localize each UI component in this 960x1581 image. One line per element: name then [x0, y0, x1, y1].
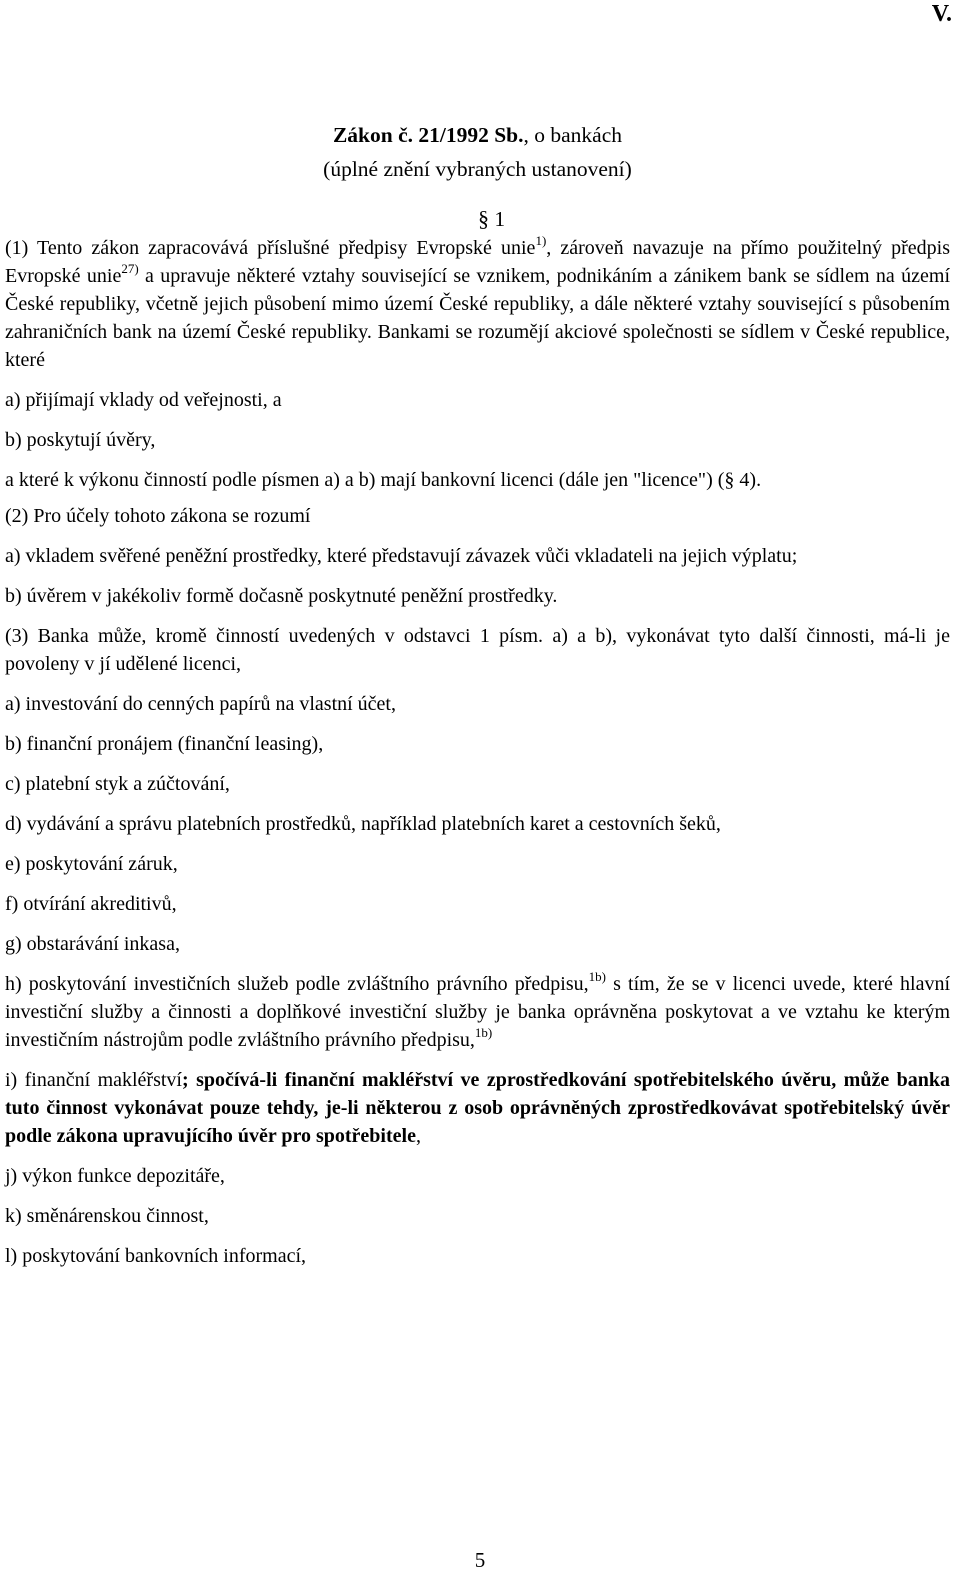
document-page — [5, 118, 950, 1270]
p1-text-c: a upravuje některé vztahy související se vznikem, podnikáním a zánikem bank se sídlem na území České republiky, včetně jejich působení mimo území České republiky, a dále některé vztahy související s působením zahraničních bank na území České republiky. Bankami se rozumějí akciové společnosti se sídlem v České republice, které — [5, 265, 950, 371]
p3-item-i — [5, 1066, 950, 1150]
p3-item-d: d) vydávání a správu platebních prostředků, například platebních karet a cestovních šeků, — [5, 813, 721, 835]
title-law-name: , o bankách — [523, 123, 623, 147]
p1-item-b: b) poskytují úvěry, — [5, 429, 156, 451]
p3-item-f: f) otvírání akreditivů, — [5, 893, 177, 915]
paragraph-3-intro: (3) Banka může, kromě činností uvedených v odstavci 1 písm. a) a b), vykonávat tyto další činnosti, má-li je povoleny v jí udělené licenci, — [5, 625, 950, 675]
footnote-ref: 1b) — [474, 1025, 493, 1040]
p3i-text-b: , — [415, 1125, 421, 1147]
footnote-ref: 1) — [535, 233, 547, 248]
document-subtitle: (úplné znění vybraných ustanovení) — [323, 157, 632, 181]
title-law-number: Zákon č. 21/1992 Sb. — [332, 123, 524, 147]
p3-item-b: b) finanční pronájem (finanční leasing), — [5, 733, 324, 755]
p3h-text-a: h) poskytování investičních služeb podle zvláštního právního předpisu, — [5, 973, 589, 995]
p2-item-a: a) vkladem svěřené peněžní prostředky, které představují závazek vůči vkladateli na jejich výplatu; — [5, 545, 798, 567]
p3i-text-a: i) finanční makléřství — [5, 1069, 182, 1091]
footnote-ref: 27) — [121, 261, 139, 276]
footnote-ref: 1b) — [588, 969, 606, 984]
p3i-bold-text: ; spočívá-li finanční makléřství ve zprostředkování spotřebitelského úvěru, může banka tuto činnost vykonávat pouze tehdy, je-li některou z osob oprávněných zprostředkovávat spotřebitelský úvěr podle zákona upravujícího úvěr pro spotřebitele — [5, 1069, 951, 1147]
p1-tail: a které k výkonu činností podle písmen a) a b) mají bankovní licenci (dále jen "licence") (§ 4). — [5, 469, 762, 491]
section-heading — [5, 206, 950, 232]
p3-item-k: k) směnárenskou činnost, — [5, 1205, 209, 1227]
p3-item-e: e) poskytování záruk, — [5, 853, 178, 875]
p3-item-h — [5, 970, 950, 1054]
p3h-text-b: s tím, že se v licenci uvede, které hlavní investiční služby a činnosti a doplňkové investiční služby je banka oprávněna poskytovat a ve vztahu ke kterým investičním nástrojům podle zvláštního právního předpisu, — [5, 973, 950, 1051]
p3-item-a: a) investování do cenných papírů na vlastní účet, — [5, 693, 396, 715]
paragraph-2-intro: (2) Pro účely tohoto zákona se rozumí — [5, 505, 311, 527]
p1-text-b: , zároveň navazuje na přímo použitelný předpis Evropské unie — [5, 237, 950, 287]
section-number: 1 — [494, 207, 506, 231]
p1-item-a: a) přijímají vklady od veřejnosti, a — [5, 389, 282, 411]
paragraph-1 — [5, 234, 950, 374]
p1-text-a: (1) Tento zákon zapracovává příslušné předpisy Evropské unie — [5, 237, 536, 259]
section-symbol: § — [477, 206, 489, 231]
p2-item-b: b) úvěrem v jakékoliv formě dočasně poskytnuté peněžní prostředky. — [5, 585, 558, 607]
corner-mark: V. — [931, 1, 952, 27]
p3-item-j: j) výkon funkce depozitáře, — [5, 1165, 225, 1187]
document-title — [5, 118, 950, 186]
p3-item-l: l) poskytování bankovních informací, — [5, 1245, 307, 1267]
p3-item-g: g) obstarávání inkasa, — [5, 933, 180, 955]
page-number: 5 — [474, 1548, 486, 1572]
p3-item-c: c) platební styk a zúčtování, — [5, 773, 230, 795]
